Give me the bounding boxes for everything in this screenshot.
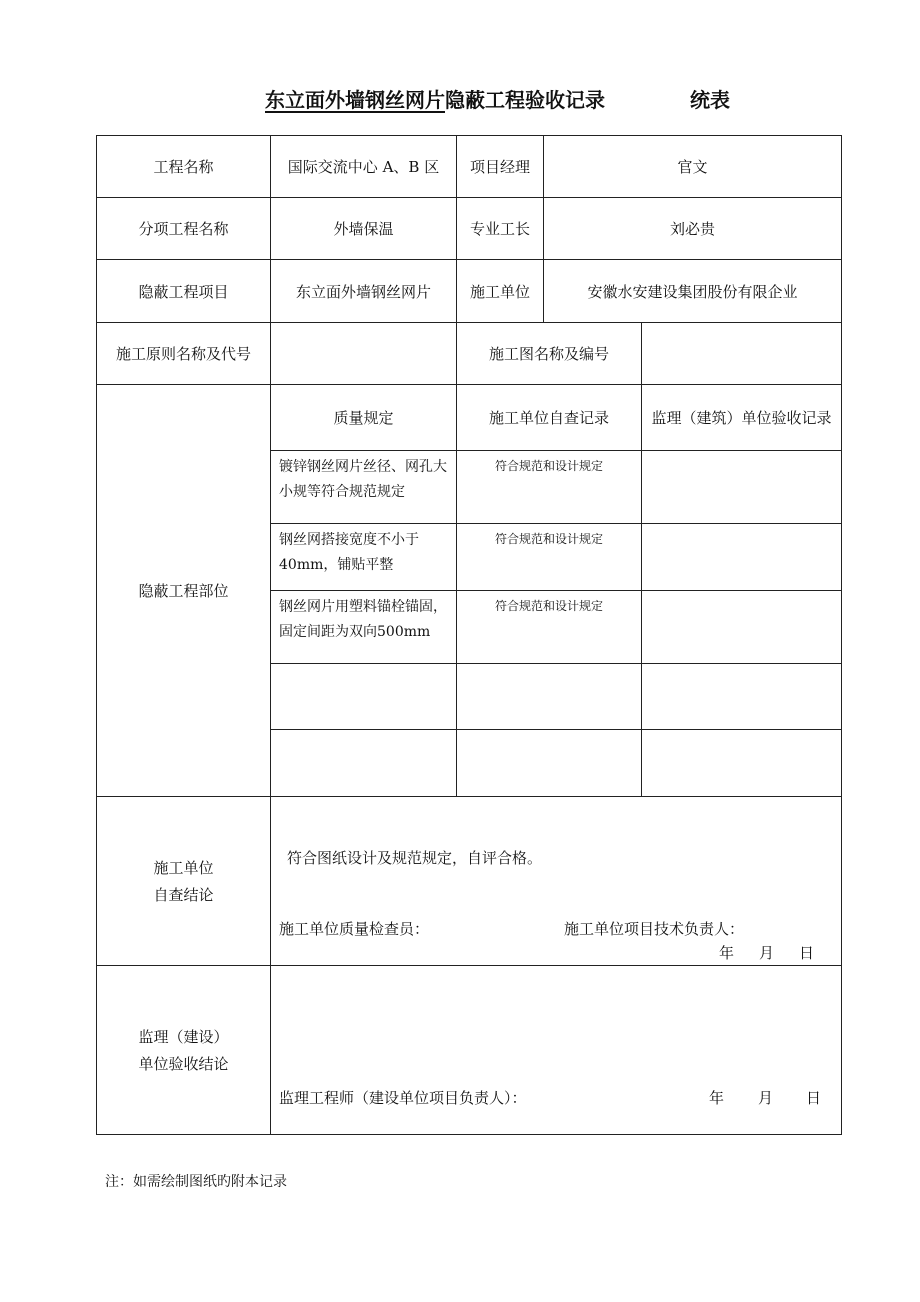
project-manager-label: 项目经理 xyxy=(457,136,544,198)
hidden-item-value: 东立面外墙钢丝网片 xyxy=(271,260,457,323)
requirement-cell: 钢丝网搭接宽度不小于40mm，铺贴平整 xyxy=(271,524,457,591)
title-suffix: 统表 xyxy=(690,88,730,112)
contractor-label: 施工单位 xyxy=(457,260,544,323)
supervision-conclusion-label-line1: 监理（建设） xyxy=(138,1028,229,1046)
requirement-cell xyxy=(271,730,457,797)
project-name-label: 工程名称 xyxy=(97,136,271,198)
project-manager-value: 官文 xyxy=(544,136,842,198)
supervision-conclusion-row xyxy=(97,966,842,1135)
contractor-value: 安徽水安建设集团股份有限企业 xyxy=(544,260,842,323)
self-conclusion-label-line2: 自查结论 xyxy=(153,886,214,904)
date-day: 日 xyxy=(806,1089,822,1107)
supervision-cell xyxy=(642,524,842,591)
standard-value xyxy=(271,323,457,385)
foreman-value: 刘必贵 xyxy=(544,198,842,260)
acceptance-form-table xyxy=(96,135,842,1135)
requirement-cell: 镀锌钢丝网片丝径、网孔大小规等符合规范规定 xyxy=(271,451,457,524)
drawing-value xyxy=(642,323,842,385)
subproject-name-value: 外墙保温 xyxy=(271,198,457,260)
date-month: 月 xyxy=(758,1089,774,1107)
self-conclusion-label-line1: 施工单位 xyxy=(153,859,214,877)
supervision-conclusion-label-line2: 单位验收结论 xyxy=(138,1055,229,1073)
date-year: 年 xyxy=(709,1089,725,1107)
self-check-cell: 符合规范和设计规定 xyxy=(457,591,642,664)
quality-inspector-label: 施工单位质量检查员： xyxy=(279,920,430,938)
document-title xyxy=(0,84,920,116)
info-row-project xyxy=(97,136,842,198)
hidden-section-header-row xyxy=(97,385,842,451)
supervision-cell xyxy=(642,591,842,664)
self-check-cell xyxy=(457,664,642,730)
requirement-cell: 钢丝网片用塑料锚栓锚固，固定间距为双向500mm xyxy=(271,591,457,664)
date-year: 年 xyxy=(719,944,735,962)
subproject-name-label: 分项工程名称 xyxy=(97,198,271,260)
supervision-cell xyxy=(642,451,842,524)
date-month: 月 xyxy=(759,944,775,962)
title-underlined-part: 东立面外墙钢丝网片 xyxy=(265,88,445,112)
footnote: 注：如需绘制图纸旳附本记录 xyxy=(105,1174,287,1190)
standard-label: 施工原则名称及代号 xyxy=(97,323,271,385)
supervision-cell xyxy=(642,730,842,797)
title-rest: 隐蔽工程验收记录 xyxy=(445,88,605,112)
self-conclusion-content xyxy=(271,797,842,966)
project-name-value: 国际交流中心 A、B 区 xyxy=(271,136,457,198)
supervision-conclusion-content xyxy=(271,966,842,1135)
requirement-cell xyxy=(271,664,457,730)
title-main xyxy=(265,84,605,113)
self-check-header: 施工单位自查记录 xyxy=(457,385,642,451)
date-day: 日 xyxy=(799,944,815,962)
drawing-label: 施工图名称及编号 xyxy=(457,323,642,385)
technical-lead-label: 施工单位项目技术负责人： xyxy=(564,920,745,938)
supervision-conclusion-label xyxy=(97,966,271,1135)
supervising-engineer-label: 监理工程师（建设单位项目负责人）： xyxy=(279,1089,527,1107)
info-row-subproject xyxy=(97,198,842,260)
hidden-item-label: 隐蔽工程项目 xyxy=(97,260,271,323)
foreman-label: 专业工长 xyxy=(457,198,544,260)
info-row-hidden-item xyxy=(97,260,842,323)
self-conclusion-label xyxy=(97,797,271,966)
supervision-cell xyxy=(642,664,842,730)
quality-requirement-header: 质量规定 xyxy=(271,385,457,451)
self-check-cell xyxy=(457,730,642,797)
hidden-part-label: 隐蔽工程部位 xyxy=(97,385,271,797)
self-conclusion-row xyxy=(97,797,842,966)
self-conclusion-text: 符合图纸设计及规范规定，自评合格。 xyxy=(287,849,543,867)
self-check-cell: 符合规范和设计规定 xyxy=(457,451,642,524)
supervision-header: 监理（建筑）单位验收记录 xyxy=(642,385,842,451)
self-check-cell: 符合规范和设计规定 xyxy=(457,524,642,591)
standard-row xyxy=(97,323,842,385)
